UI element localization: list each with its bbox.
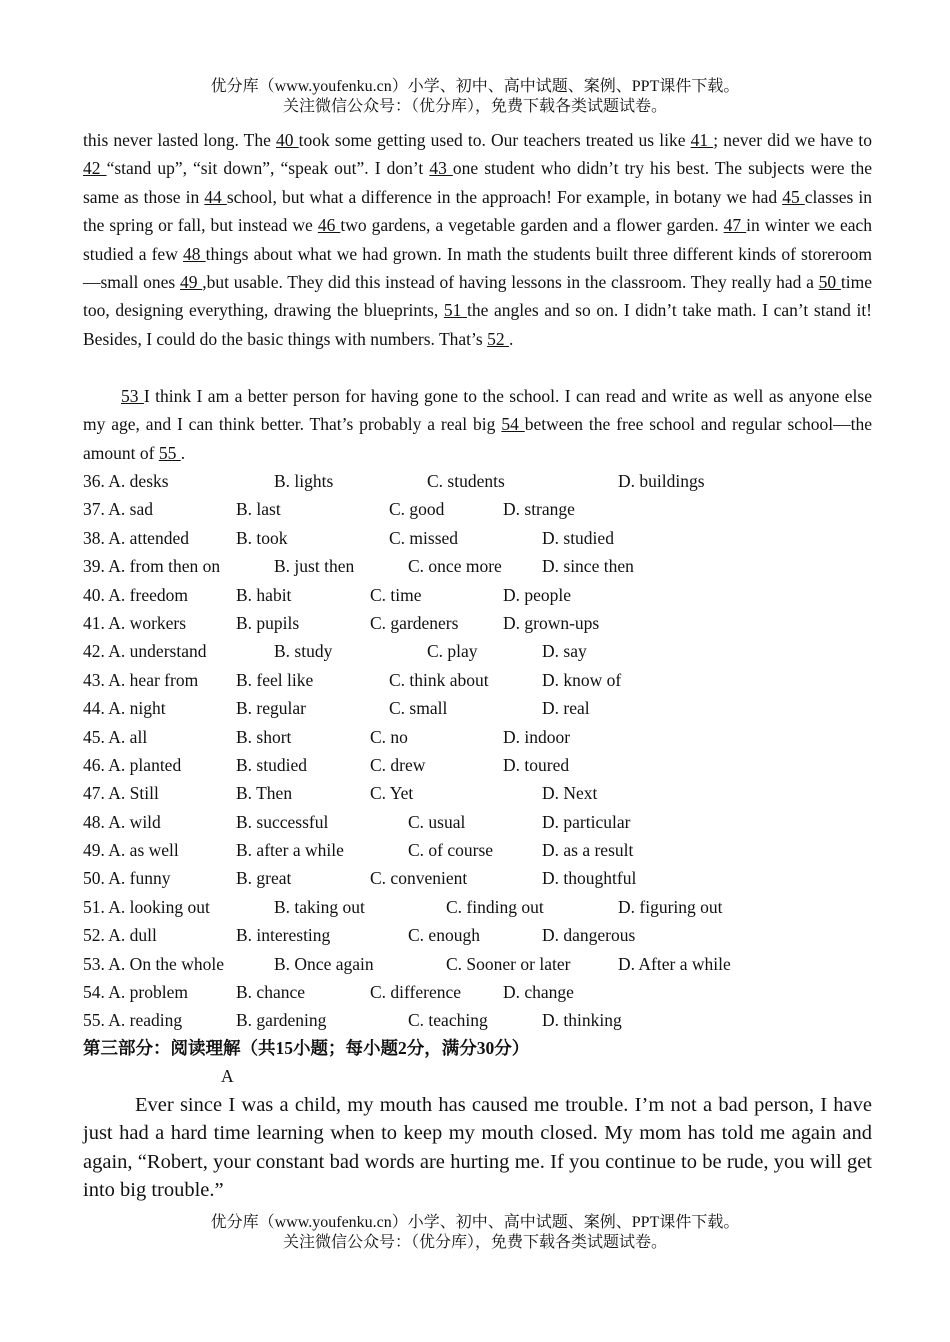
question-number: 48. <box>83 811 105 832</box>
option-d: D. dangerous <box>542 925 636 946</box>
option-text: A. hear from <box>108 669 199 690</box>
option-b: B. regular <box>236 698 306 719</box>
cloze-passage-paragraph-1 <box>83 126 872 353</box>
header-line-2: 关注微信公众号：（优分库），免费下载各类试题试卷。 <box>282 98 667 115</box>
option-text: A. as well <box>108 840 179 861</box>
option-text: A. planted <box>108 754 182 775</box>
option-c: C. once more <box>408 556 502 577</box>
option-d: D. say <box>542 641 587 662</box>
passage-text: things about what we had grown. In math the students built three different kinds of storeroom—small ones <box>83 243 872 293</box>
option-c: C. convenient <box>370 868 468 889</box>
option-text: A. dull <box>108 925 157 946</box>
option-row <box>83 779 883 807</box>
option-c: C. think about <box>389 669 489 690</box>
option-c: C. time <box>370 584 422 605</box>
passage-text: school, but what a difference in the approach! For example, in botany we had <box>226 186 783 207</box>
option-b: B. interesting <box>236 925 331 946</box>
option-c: C. drew <box>370 754 426 775</box>
option-text: A. attended <box>108 527 189 548</box>
option-c: C. finding out <box>446 896 544 917</box>
option-d: D. thinking <box>542 1010 622 1031</box>
blank-number: 53 <box>121 386 144 406</box>
option-row <box>83 524 883 552</box>
option-a <box>83 495 153 523</box>
option-b: B. habit <box>236 584 292 605</box>
question-number: 49. <box>83 840 105 861</box>
option-row <box>83 921 883 949</box>
question-number: 52. <box>83 925 105 946</box>
option-b: B. took <box>236 527 288 548</box>
option-row <box>83 723 883 751</box>
passage-text: two gardens, a vegetable garden and a flower garden. <box>340 215 724 236</box>
option-c: C. missed <box>389 527 459 548</box>
option-c: C. enough <box>408 925 480 946</box>
passage-text: “stand up”, “sit down”, “speak out”. I don’t <box>106 158 430 179</box>
option-text: A. problem <box>108 982 189 1003</box>
option-b: B. chance <box>236 982 305 1003</box>
option-b: B. taking out <box>274 896 365 917</box>
reading-passage-a: Ever since I was a child, my mouth has caused me trouble. I’m not a bad person, I have just had a hard time learning when to keep my mouth closed. My mom has told me again and again, “Robert, your constant bad words are hurting me. If you continue to be rude, you will get into big trouble.” <box>83 1094 872 1202</box>
option-b: B. study <box>274 641 333 662</box>
passage-text: took some getting used to. Our teachers treated us like <box>298 130 691 150</box>
option-b: B. great <box>236 868 292 889</box>
footer-line-1: 优分库（www.youfenku.cn）小学、初中、高中试题、案例、PPT课件下载。 <box>210 1214 740 1231</box>
question-number: 39. <box>83 556 105 577</box>
question-number: 54. <box>83 982 105 1003</box>
question-number: 53. <box>83 953 105 974</box>
option-text: A. workers <box>108 612 187 633</box>
option-a <box>83 836 179 864</box>
option-text: A. reading <box>108 1010 183 1031</box>
passage-text: the angles and so on. I didn’t take math. I can’t stand it! Besides, I could do the basic things with numbers. That’s <box>83 300 873 349</box>
option-c: C. Sooner or later <box>446 953 571 974</box>
option-c: C. teaching <box>408 1010 488 1031</box>
option-d: D. know of <box>542 669 622 690</box>
footer-line-2: 关注微信公众号：（优分库），免费下载各类试题试卷。 <box>282 1234 667 1251</box>
option-b: B. studied <box>236 754 307 775</box>
option-a <box>83 723 147 751</box>
option-d: D. toured <box>503 754 570 775</box>
passage-text: ,but usable. They did this instead of having lessons in the classroom. They really had a <box>202 272 819 293</box>
passage-text: . <box>180 442 186 463</box>
blank-number: 50 <box>818 272 841 293</box>
blank-number: 41 <box>690 130 714 150</box>
passage-text: time too, designing everything, drawing the blueprints, <box>83 272 873 321</box>
option-a <box>83 751 181 779</box>
option-row <box>83 864 883 892</box>
option-a <box>83 694 166 722</box>
option-c: C. gardeners <box>370 612 459 633</box>
option-a <box>83 609 186 637</box>
page-header <box>0 77 950 117</box>
cloze-options-list <box>83 467 883 1035</box>
blank-number: 46 <box>317 215 341 236</box>
option-row <box>83 666 883 694</box>
blank-number: 48 <box>182 243 206 264</box>
option-text: A. funny <box>108 868 171 889</box>
option-a <box>83 666 198 694</box>
question-number: 55. <box>83 1010 105 1031</box>
option-row <box>83 808 883 836</box>
question-number: 38. <box>83 527 105 548</box>
option-text: A. from then on <box>108 556 221 577</box>
blank-number: 49 <box>180 272 203 293</box>
option-row <box>83 836 883 864</box>
option-d: D. figuring out <box>618 896 723 917</box>
question-number: 40. <box>83 584 105 605</box>
option-d: D. grown-ups <box>503 612 600 633</box>
option-c: C. of course <box>408 840 494 861</box>
option-row <box>83 751 883 779</box>
option-d: D. strange <box>503 499 575 520</box>
option-d: D. After a while <box>618 953 731 974</box>
header-line-1: 优分库（www.youfenku.cn）小学、初中、高中试题、案例、PPT课件下载。 <box>210 78 740 95</box>
question-number: 36. <box>83 471 105 491</box>
option-d: D. since then <box>542 556 634 577</box>
option-b: B. successful <box>236 811 329 832</box>
option-row <box>83 609 883 637</box>
option-c: C. students <box>427 471 505 491</box>
option-row <box>83 893 883 921</box>
question-number: 41. <box>83 612 105 633</box>
option-a <box>83 552 220 580</box>
option-c: C. good <box>389 499 445 520</box>
option-d: D. thoughtful <box>542 868 637 889</box>
option-c: C. Yet <box>370 783 414 804</box>
option-text: A. understand <box>108 641 207 662</box>
option-a <box>83 921 157 949</box>
option-c: C. usual <box>408 811 466 832</box>
passage-text: ; never did we have to <box>713 130 873 150</box>
question-number: 37. <box>83 499 105 520</box>
option-row <box>83 581 883 609</box>
option-row <box>83 1006 883 1034</box>
option-b: B. gardening <box>236 1010 327 1031</box>
passage-text: . <box>508 328 514 349</box>
option-d: D. Next <box>542 783 598 804</box>
option-d: D. as a result <box>542 840 634 861</box>
option-text: A. desks <box>108 471 169 491</box>
option-row <box>83 495 883 523</box>
passage-text: between the free school and regular school—the amount of <box>83 414 873 463</box>
question-number: 47. <box>83 783 105 804</box>
option-a <box>83 808 161 836</box>
option-text: A. On the whole <box>108 953 224 974</box>
option-row <box>83 467 883 495</box>
option-b: B. lights <box>274 471 334 491</box>
option-c: C. small <box>389 698 448 719</box>
question-number: 43. <box>83 669 105 690</box>
passage-text: I think I am a better person for having gone to the school. I can read and write as well as anyone else my age, and I can think better. That’s probably a real big <box>83 386 872 435</box>
option-d: D. studied <box>542 527 614 548</box>
option-a <box>83 467 169 495</box>
option-b: B. Once again <box>274 953 374 974</box>
option-c: C. play <box>427 641 478 662</box>
option-row <box>83 552 883 580</box>
option-a <box>83 524 189 552</box>
option-b: B. last <box>236 499 281 520</box>
question-number: 44. <box>83 698 105 719</box>
option-text: A. all <box>108 726 148 747</box>
option-b: B. Then <box>236 783 293 804</box>
option-text: A. wild <box>108 811 161 832</box>
option-text: A. night <box>108 698 166 719</box>
option-b: B. after a while <box>236 840 344 861</box>
blank-number: 51 <box>443 300 467 321</box>
blank-number: 42 <box>83 158 107 179</box>
page-footer <box>0 1213 950 1253</box>
passage-text: this never lasted long. The <box>83 130 276 150</box>
blank-number: 54 <box>501 414 525 435</box>
option-b: B. feel like <box>236 669 314 690</box>
option-d: D. buildings <box>618 471 705 491</box>
option-c: C. no <box>370 726 408 747</box>
option-a <box>83 950 224 978</box>
option-a <box>83 779 159 807</box>
option-a <box>83 581 188 609</box>
option-row <box>83 694 883 722</box>
question-number: 51. <box>83 896 105 917</box>
option-d: D. indoor <box>503 726 571 747</box>
blank-number: 55 <box>158 442 181 463</box>
option-d: D. people <box>503 584 572 605</box>
option-text: A. sad <box>108 499 154 520</box>
question-number: 42. <box>83 641 105 662</box>
option-row <box>83 950 883 978</box>
option-b: B. pupils <box>236 612 300 633</box>
question-number: 45. <box>83 726 105 747</box>
option-row <box>83 978 883 1006</box>
question-number: 46. <box>83 754 105 775</box>
option-a <box>83 864 171 892</box>
blank-number: 40 <box>276 130 299 150</box>
blank-number: 52 <box>487 328 509 349</box>
option-a <box>83 893 210 921</box>
option-text: A. freedom <box>108 584 188 605</box>
section-title: 第三部分：阅读理解（共15小题；每小题2分，满分30分） <box>83 1038 530 1058</box>
passage-text: one student who didn’t try his best. The subjects were the same as those in <box>83 158 873 207</box>
option-d: D. particular <box>542 811 631 832</box>
blank-number: 43 <box>429 158 453 179</box>
passage-text: classes in the spring or fall, but instead we <box>83 186 873 236</box>
option-d: D. real <box>542 698 590 719</box>
option-text: A. looking out <box>108 896 210 917</box>
passage-text: in winter we each studied a few <box>83 215 872 264</box>
passage-label: A <box>221 1066 234 1086</box>
option-a <box>83 1006 182 1034</box>
blank-number: 44 <box>204 186 227 207</box>
option-d: D. change <box>503 982 574 1003</box>
blank-number: 45 <box>782 186 805 207</box>
cloze-passage-paragraph-2 <box>83 382 872 467</box>
blank-number: 47 <box>723 215 747 236</box>
option-a <box>83 978 188 1006</box>
option-text: A. Still <box>108 783 159 804</box>
option-c: C. difference <box>370 982 462 1003</box>
question-number: 50. <box>83 868 105 889</box>
option-b: B. just then <box>274 556 355 577</box>
option-row <box>83 637 883 665</box>
option-a <box>83 637 206 665</box>
option-b: B. short <box>236 726 292 747</box>
